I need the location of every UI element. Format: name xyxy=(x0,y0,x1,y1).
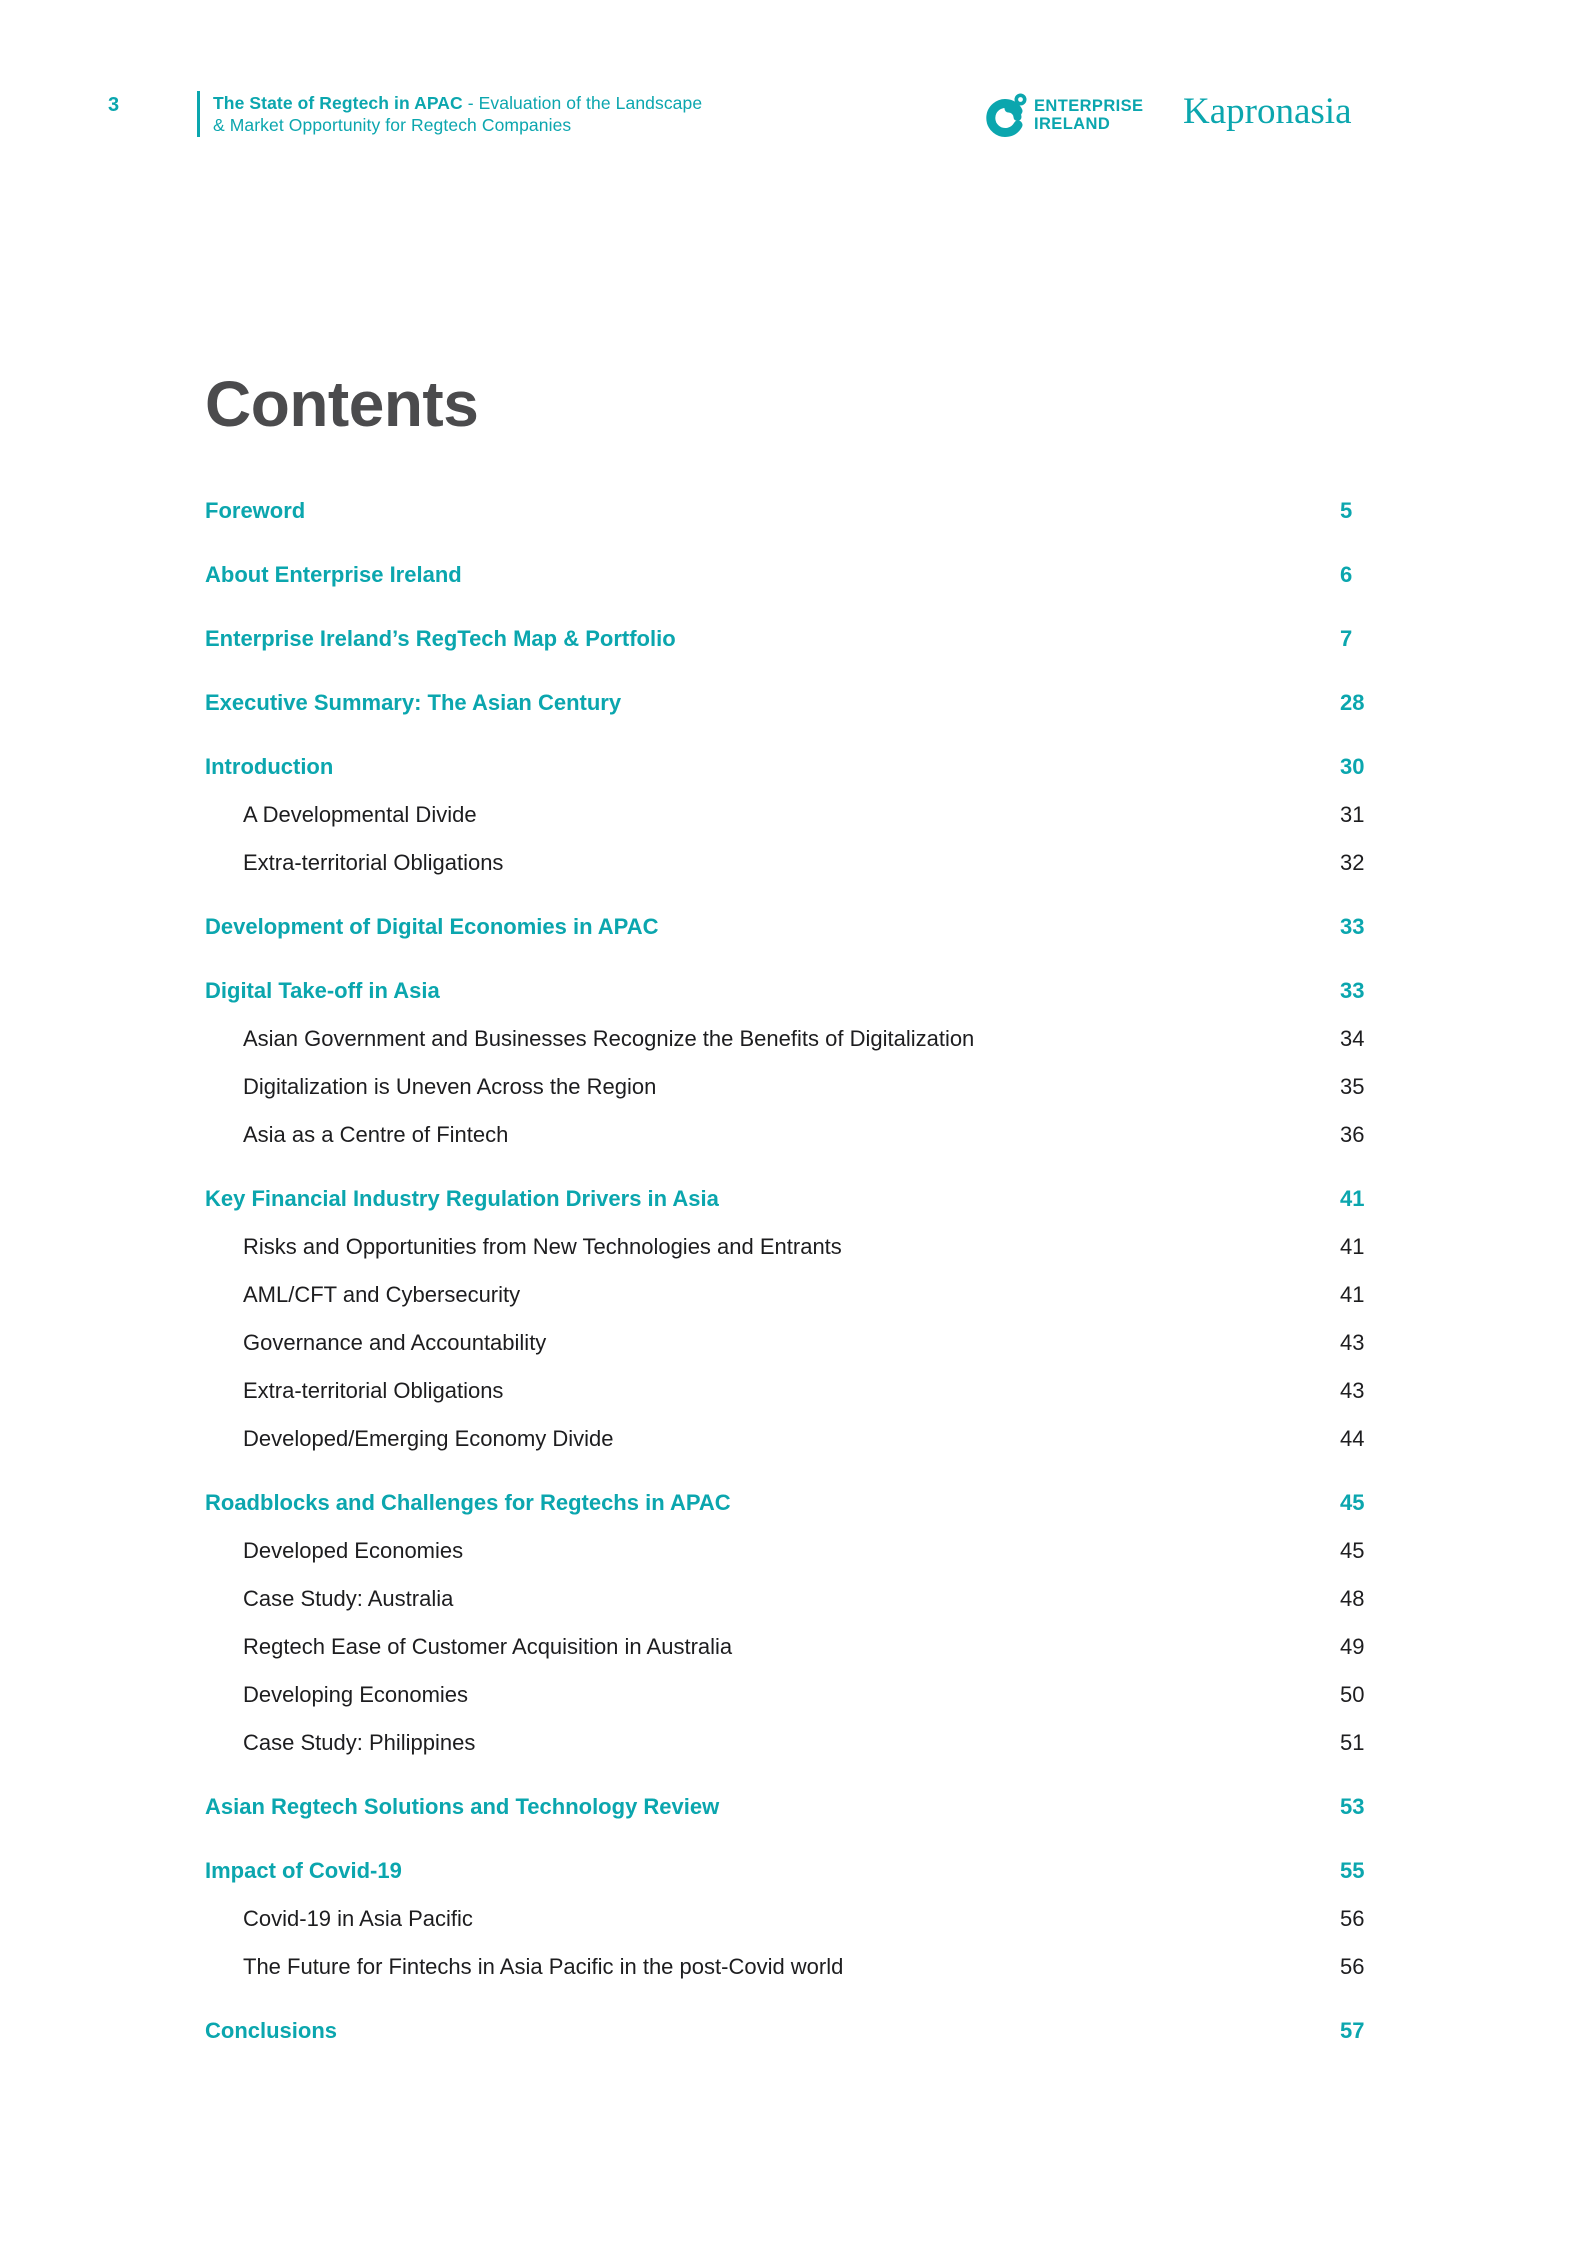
toc-subentry-label: Covid-19 in Asia Pacific xyxy=(243,1906,473,1931)
toc-subentry-label: Asian Government and Businesses Recognize the Benefits of Digitalization xyxy=(243,1026,975,1051)
toc-subentry-page: 56 xyxy=(1340,1954,1365,1979)
document-title-bold: The State of Regtech in APAC xyxy=(213,93,463,113)
toc-subentry-risks-opportunities[interactable] xyxy=(243,1234,1461,1260)
toc-subentry-page: 48 xyxy=(1340,1586,1365,1611)
toc-subentry-label: A Developmental Divide xyxy=(243,802,477,827)
toc-subentry-page: 35 xyxy=(1340,1074,1365,1099)
toc-subentry-page: 56 xyxy=(1340,1906,1365,1931)
toc-entry-roadblocks-challenges[interactable] xyxy=(205,1490,1461,1516)
toc-subentry-label: The Future for Fintechs in Asia Pacific in the post-Covid world xyxy=(243,1954,844,1979)
toc-group xyxy=(205,914,1461,940)
toc-subentry-governance-accountability[interactable] xyxy=(243,1330,1461,1356)
toc-subentry-label: Asia as a Centre of Fintech xyxy=(243,1122,509,1147)
toc-entry-page: 45 xyxy=(1340,1490,1365,1515)
page-number: 3 xyxy=(108,94,120,116)
document-title-line1 xyxy=(213,92,702,114)
toc-subentry-developmental-divide[interactable] xyxy=(243,802,1461,828)
toc-entry-regtech-map-portfolio[interactable] xyxy=(205,626,1461,652)
toc-group xyxy=(205,626,1461,652)
toc-subentry-case-study-philippines[interactable] xyxy=(243,1730,1461,1756)
toc-entry-page: 55 xyxy=(1340,1858,1365,1883)
toc-subentry-label: Developed Economies xyxy=(243,1538,464,1563)
toc-entry-page: 41 xyxy=(1340,1186,1365,1211)
toc-entry-page: 5 xyxy=(1340,498,1353,523)
toc-subentry-label: Extra-territorial Obligations xyxy=(243,1378,504,1403)
toc-subentry-covid19-asia-pacific[interactable] xyxy=(243,1906,1461,1932)
toc-entry-label: Asian Regtech Solutions and Technology Review xyxy=(205,1794,720,1819)
toc-entry-label: Key Financial Industry Regulation Drivers in Asia xyxy=(205,1186,719,1211)
toc-subentry-label: Case Study: Australia xyxy=(243,1586,454,1611)
toc-subentry-page: 43 xyxy=(1340,1330,1365,1355)
toc-subentry-label: Regtech Ease of Customer Acquisition in Australia xyxy=(243,1634,733,1659)
toc-subentry-extra-territorial-obligations[interactable] xyxy=(243,850,1461,876)
toc-subentry-digitalization-uneven[interactable] xyxy=(243,1074,1461,1100)
toc-subentry-page: 41 xyxy=(1340,1234,1365,1259)
toc-subentry-label: Extra-territorial Obligations xyxy=(243,850,504,875)
toc-subentry-asia-centre-fintech[interactable] xyxy=(243,1122,1461,1148)
toc-subentry-regtech-customer-acquisition[interactable] xyxy=(243,1634,1461,1660)
toc-entry-page: 33 xyxy=(1340,978,1365,1003)
toc-entry-development-digital-economies[interactable] xyxy=(205,914,1461,940)
toc-entry-label: Executive Summary: The Asian Century xyxy=(205,690,622,715)
document-title xyxy=(213,92,702,136)
toc-group xyxy=(205,2018,1461,2044)
toc-entry-impact-covid19[interactable] xyxy=(205,1858,1461,1884)
toc-subentry-label: Governance and Accountability xyxy=(243,1330,547,1355)
toc-group xyxy=(205,1858,1461,1980)
toc-group xyxy=(205,754,1461,876)
header-divider xyxy=(197,91,200,137)
toc-subentry-label: Digitalization is Uneven Across the Region xyxy=(243,1074,657,1099)
toc-entry-label: Foreword xyxy=(205,498,306,523)
toc-subentry-page: 45 xyxy=(1340,1538,1365,1563)
toc-entry-page: 33 xyxy=(1340,914,1365,939)
toc-subentry-page: 41 xyxy=(1340,1282,1365,1307)
toc-subentry-extra-territorial-obligations-2[interactable] xyxy=(243,1378,1461,1404)
toc-subentry-label: Risks and Opportunities from New Technologies and Entrants xyxy=(243,1234,842,1259)
toc-group xyxy=(205,498,1461,524)
toc-entry-about-enterprise-ireland[interactable] xyxy=(205,562,1461,588)
toc-subentry-page: 49 xyxy=(1340,1634,1365,1659)
toc-entry-label: Introduction xyxy=(205,754,334,779)
toc-entry-page: 7 xyxy=(1340,626,1353,651)
toc-subentry-label: AML/CFT and Cybersecurity xyxy=(243,1282,521,1307)
kapronasia-logo: Kapronasia xyxy=(1183,91,1352,132)
toc-group xyxy=(205,562,1461,588)
toc-subentry-aml-cft-cybersecurity[interactable] xyxy=(243,1282,1461,1308)
toc-entry-conclusions[interactable] xyxy=(205,2018,1461,2044)
toc-subentry-asian-government-digitalization[interactable] xyxy=(243,1026,1461,1052)
document-title-rest: - Evaluation of the Landscape xyxy=(462,93,703,113)
enterprise-ireland-logo-text xyxy=(1034,97,1143,133)
toc-entry-key-regulation-drivers[interactable] xyxy=(205,1186,1461,1212)
toc-subentry-developing-economies[interactable] xyxy=(243,1682,1461,1708)
toc-group xyxy=(205,978,1461,1148)
table-of-contents xyxy=(205,368,1461,2044)
enterprise-ireland-logo-icon xyxy=(983,92,1027,138)
toc-group xyxy=(205,1186,1461,1452)
toc-subentry-developed-emerging-divide[interactable] xyxy=(243,1426,1461,1452)
toc-entry-label: About Enterprise Ireland xyxy=(205,562,462,587)
toc-entry-label: Enterprise Ireland’s RegTech Map & Portfolio xyxy=(205,626,676,651)
toc-subentry-page: 34 xyxy=(1340,1026,1365,1051)
toc-subentry-future-fintechs-post-covid[interactable] xyxy=(243,1954,1461,1980)
toc-subentry-page: 31 xyxy=(1340,802,1365,827)
toc-entry-label: Conclusions xyxy=(205,2018,338,2043)
toc-subentry-developed-economies[interactable] xyxy=(243,1538,1461,1564)
toc-subentry-label: Developed/Emerging Economy Divide xyxy=(243,1426,614,1451)
toc-entry-label: Roadblocks and Challenges for Regtechs in APAC xyxy=(205,1490,731,1515)
toc-group xyxy=(205,1794,1461,1820)
toc-entry-page: 57 xyxy=(1340,2018,1365,2043)
toc-subentry-case-study-australia[interactable] xyxy=(243,1586,1461,1612)
toc-entry-executive-summary[interactable] xyxy=(205,690,1461,716)
toc-subentry-page: 44 xyxy=(1340,1426,1365,1451)
toc-subentry-page: 32 xyxy=(1340,850,1365,875)
toc-entry-label: Development of Digital Economies in APAC xyxy=(205,914,659,939)
toc-entry-label: Impact of Covid-19 xyxy=(205,1858,402,1883)
toc-group xyxy=(205,1490,1461,1756)
toc-subentry-label: Developing Economies xyxy=(243,1682,469,1707)
toc-entry-asian-regtech-solutions[interactable] xyxy=(205,1794,1461,1820)
toc-subentry-page: 36 xyxy=(1340,1122,1365,1147)
document-title-line2: & Market Opportunity for Regtech Companies xyxy=(213,115,572,135)
toc-subentry-page: 51 xyxy=(1340,1730,1365,1755)
toc-entry-foreword[interactable] xyxy=(205,498,1461,524)
toc-entry-page: 53 xyxy=(1340,1794,1365,1819)
toc-entry-page: 28 xyxy=(1340,690,1365,715)
enterprise-ireland-logo xyxy=(983,92,1143,138)
toc-entry-label: Digital Take-off in Asia xyxy=(205,978,440,1003)
toc-entry-digital-take-off[interactable] xyxy=(205,978,1461,1004)
enterprise-ireland-line1: ENTERPRISE xyxy=(1034,97,1144,115)
toc-entry-introduction[interactable] xyxy=(205,754,1461,780)
toc-entry-page: 6 xyxy=(1340,562,1353,587)
toc-group xyxy=(205,690,1461,716)
enterprise-ireland-line2: IRELAND xyxy=(1034,115,1111,133)
toc-subentry-page: 50 xyxy=(1340,1682,1365,1707)
page-title: Contents xyxy=(205,368,479,440)
toc-subentry-label: Case Study: Philippines xyxy=(243,1730,476,1755)
toc-subentry-page: 43 xyxy=(1340,1378,1365,1403)
toc-entry-page: 30 xyxy=(1340,754,1365,779)
